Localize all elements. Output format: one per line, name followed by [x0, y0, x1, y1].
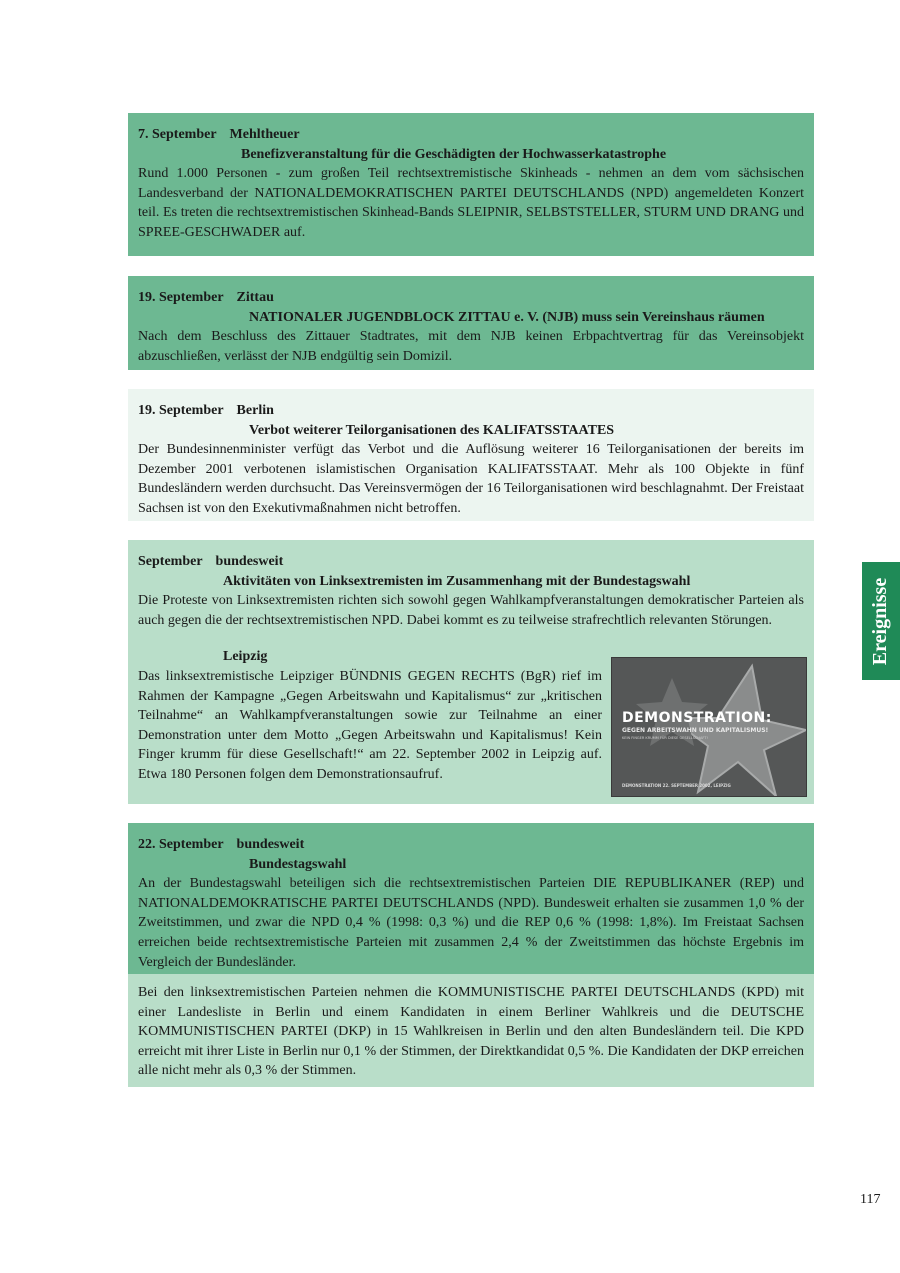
event-place: Mehltheuer: [229, 127, 300, 142]
flyer-subtitle: GEGEN ARBEITSWAHN UND KAPITALISMUS!: [622, 727, 769, 734]
event-date: 22. September: [138, 837, 224, 852]
event-title: Bundestagswahl: [249, 856, 347, 872]
event-date: 19. September: [138, 290, 224, 305]
flyer-title: DEMONSTRATION:: [622, 710, 772, 726]
event-card: [128, 389, 814, 521]
event-card: [128, 823, 814, 974]
event-text: Rund 1.000 Personen - zum großen Teil rechtsextremistische Skinheads - nehmen an dem vom sächsischen Landesverband der NATIONALDEMOKRATISCHEN PARTEI DEUTSCHLANDS (NPD) angemeldeten Konzert teil. Es treten die rechtsextremistischen Skinhead-Bands SLEIPNIR, SELBSTSTELLER, STURM UND DRANG und SPREE-GESCHWADER auf.: [138, 166, 804, 240]
event-card-continuation: [128, 974, 814, 1087]
event-header: [138, 552, 804, 572]
event-place: Berlin: [236, 403, 274, 418]
event-text: Die Proteste von Linksextremisten richten sich sowohl gegen Wahlkampfveranstaltungen demokratischer Parteien als auch gegen die der rechtsextremistischen NPD. Dabei kommt es zu teilweise strafrechtlich relevanten Störungen.: [138, 593, 804, 628]
event-subtext: Das linksextremistische Leipziger BÜNDNIS GEGEN RECHTS (BgR) rief im Rahmen der Kampagne „Gegen Arbeitswahn und Kapitalismus“ zur „kritischen Teilnahme“ an Wahlkampfveranstaltungen sowie zur Teilnahme an einer Demonstration unter dem Motto „Gegen Arbeitswahn und Kapitalismus! Kein Finger krumm für diese Gesellschaft!“ am 22. September 2002 in Leipzig auf. Etwa 180 Personen folgen dem Demonstrationsaufruf.: [138, 668, 602, 782]
event-text: Der Bundesinnenminister verfügt das Verbot und die Auflösung weiterer 16 Teilorganisationen der bereits im Dezember 2001 verbotenen islamistischen Organisation KALIFATSSTAAT. Mehr als 100 Objekte in fünf Bundesländern werden durchsucht. Das Vereinsvermögen der 16 Teilorganisationen wird beschlagnahmt. Der Freistaat Sachsen ist von den Exekutivmaßnahmen nicht betroffen.: [138, 442, 804, 516]
event-place: bundesweit: [236, 837, 305, 852]
section-tab-label: Ereignisse: [869, 577, 892, 665]
event-title: Benefizveranstaltung für die Geschädigten der Hochwasserkatastrophe: [241, 146, 667, 162]
event-text: Nach dem Beschluss des Zittauer Stadtrates, mit dem NJB keinen Erbpachtvertrag für das Vereinsobjekt abzuschließen, verlässt der NJB endgültig sein Domizil.: [138, 329, 804, 364]
event-text: An der Bundestagswahl beteiligen sich die rechtsextremistischen Parteien DIE REPUBLIKANER (REP) und NATIONALDEMOKRATISCHE PARTEI DEUTSCHLANDS (NPD). Bundesweit erhalten sie zusammen 1,0 % der Zweitstimmen, und zwar die NPD 0,4 % (1998: 0,3 %) und die REP 0,6 % (1998: 1,8%). Im Freistaat Sachsen erreichen beide rechtsextremistische Parteien mit zusammen 2,4 % der Zweitstimmen das höchste Ergebnis im Vergleich der Bundesländer.: [138, 876, 804, 970]
event-subplace: Leipzig: [223, 649, 268, 665]
event-header: [138, 401, 804, 421]
section-tab: [862, 562, 900, 680]
event-card: [128, 276, 814, 370]
event-date: September: [138, 554, 203, 569]
event-date: 19. September: [138, 403, 224, 418]
event-title: Aktivitäten von Linksextremisten im Zusammenhang mit der Bundestagswahl: [223, 573, 691, 589]
event-header: [138, 125, 804, 145]
demonstration-flyer-image: [611, 657, 807, 797]
event-place: Zittau: [236, 290, 274, 305]
page-number: 117: [860, 1192, 881, 1207]
event-header: [138, 835, 804, 855]
event-title: Verbot weiterer Teilorganisationen des KALIFATSSTAATES: [249, 422, 615, 438]
flyer-footer: DEMONSTRATION 22. SEPTEMBER 2002, LEIPZIG: [622, 783, 731, 788]
event-header: [138, 288, 804, 308]
event-date: 7. September: [138, 127, 217, 142]
event-place: bundesweit: [215, 554, 284, 569]
event-card: [128, 113, 814, 256]
event-title: NATIONALER JUGENDBLOCK ZITTAU e. V. (NJB) muss sein Vereinshaus räumen: [249, 309, 765, 325]
flyer-small-text: KEIN FINGER KRUMM FÜR DIESE GESELLSCHAFT!: [622, 736, 708, 740]
event-text: Bei den linksextremistischen Parteien nehmen die KOMMUNISTISCHE PARTEI DEUTSCHLANDS (KPD) mit einer Landesliste in Berlin und einem Kandidaten in einem Berliner Wahlkreis und die DEUTSCHE KOMMUNISTISCHEN PARTEI (DKP) in 15 Wahlkreisen in Berlin und den alten Bundesländern teil. Die KPD erreicht mit ihrer Liste in Berlin nur 0,1 % der Stimmen, der Direktkandidat 0,5 %. Die Kandidaten der DKP erreichen alle nicht mehr als 0,3 % der Stimmen.: [138, 985, 804, 1079]
